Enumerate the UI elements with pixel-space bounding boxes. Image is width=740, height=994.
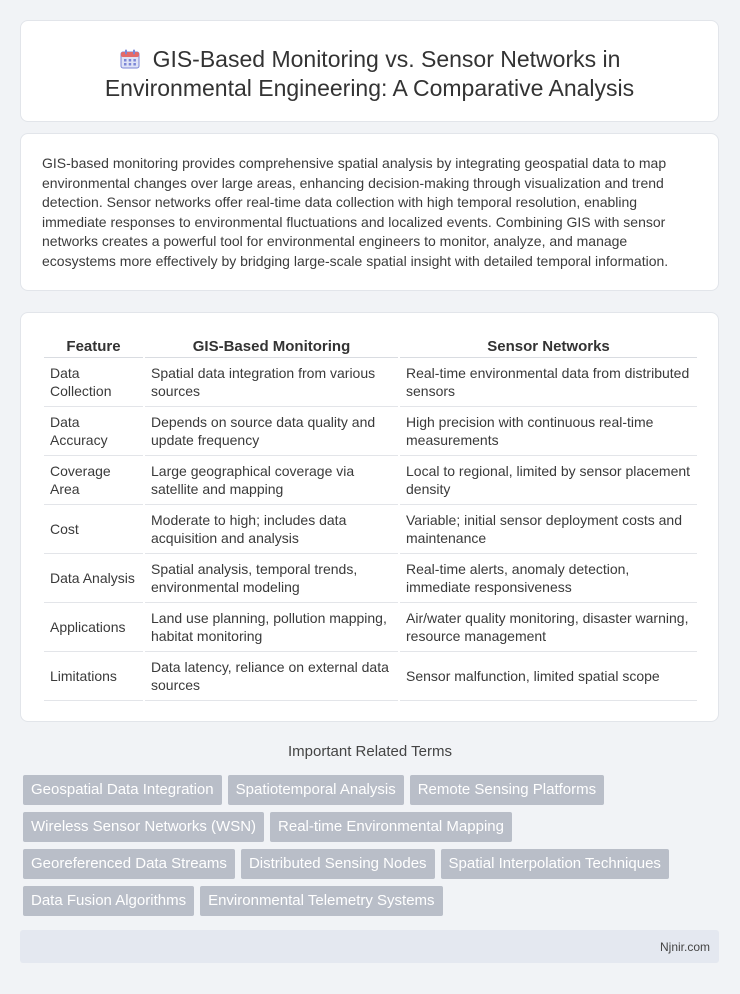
footer	[20, 930, 719, 963]
feature-cell: Data Collection	[44, 358, 143, 407]
gis-cell: Land use planning, pollution mapping, habitat monitoring	[145, 603, 398, 652]
table-header-row	[44, 333, 697, 358]
feature-cell: Applications	[44, 603, 143, 652]
related-terms-list	[23, 775, 723, 916]
comparison-table	[42, 333, 699, 701]
sensor-cell: Variable; initial sensor deployment costs and maintenance	[400, 505, 697, 554]
title-line-1: GIS-Based Monitoring vs. Sensor Networks in	[152, 46, 621, 72]
sensor-cell: Local to regional, limited by sensor placement density	[400, 456, 697, 505]
title-card	[20, 20, 719, 122]
header-gis: GIS-Based Monitoring	[145, 333, 398, 358]
table-row	[44, 652, 697, 701]
header-feature: Feature	[44, 333, 143, 358]
gis-cell: Spatial data integration from various sources	[145, 358, 398, 407]
sensor-cell: Real-time environmental data from distributed sensors	[400, 358, 697, 407]
footer-site-link[interactable]: Njnir.com	[659, 940, 710, 954]
term-tag[interactable]: Remote Sensing Platforms	[410, 775, 604, 805]
table-row	[44, 505, 697, 554]
term-tag[interactable]: Wireless Sensor Networks (WSN)	[23, 812, 264, 842]
feature-cell: Data Accuracy	[44, 407, 143, 456]
comparison-table-card	[20, 312, 719, 722]
header-sensor: Sensor Networks	[400, 333, 697, 358]
table-row	[44, 603, 697, 652]
term-tag[interactable]: Distributed Sensing Nodes	[241, 849, 435, 879]
sensor-cell: Sensor malfunction, limited spatial scope	[400, 652, 697, 701]
title-line-2: Environmental Engineering: A Comparative Analysis	[104, 75, 635, 101]
calendar-icon	[119, 48, 141, 70]
table-row	[44, 554, 697, 603]
intro-paragraph: GIS-based monitoring provides comprehensive spatial analysis by integrating geospatial data to map environmental changes over large areas, enhancing decision-making through visualization and trend detection. Sensor networks offer real-time data collection with high temporal resolution, enabling immediate responses to environmental fluctuations and localized events. Combining GIS with sensor networks creates a powerful tool for environmental engineers to monitor, analyze, and manage ecosystems more effectively by bridging large-scale spatial insight with detailed temporal information.	[42, 155, 669, 269]
term-tag[interactable]: Georeferenced Data Streams	[23, 849, 235, 879]
gis-cell: Moderate to high; includes data acquisition and analysis	[145, 505, 398, 554]
term-tag[interactable]: Data Fusion Algorithms	[23, 886, 194, 916]
table-row	[44, 358, 697, 407]
related-terms-heading: Important Related Terms	[288, 743, 452, 760]
feature-cell: Limitations	[44, 652, 143, 701]
table-row	[44, 407, 697, 456]
sensor-cell: Air/water quality monitoring, disaster warning, resource management	[400, 603, 697, 652]
term-tag[interactable]: Spatial Interpolation Techniques	[441, 849, 669, 879]
intro-card	[20, 133, 719, 291]
gis-cell: Large geographical coverage via satellite and mapping	[145, 456, 398, 505]
page-title	[41, 45, 698, 103]
gis-cell: Depends on source data quality and update frequency	[145, 407, 398, 456]
feature-cell: Data Analysis	[44, 554, 143, 603]
sensor-cell: Real-time alerts, anomaly detection, immediate responsiveness	[400, 554, 697, 603]
feature-cell: Coverage Area	[44, 456, 143, 505]
term-tag[interactable]: Spatiotemporal Analysis	[228, 775, 404, 805]
term-tag[interactable]: Real-time Environmental Mapping	[270, 812, 512, 842]
gis-cell: Data latency, reliance on external data sources	[145, 652, 398, 701]
feature-cell: Cost	[44, 505, 143, 554]
table-row	[44, 456, 697, 505]
gis-cell: Spatial analysis, temporal trends, environmental modeling	[145, 554, 398, 603]
term-tag[interactable]: Geospatial Data Integration	[23, 775, 222, 805]
term-tag[interactable]: Environmental Telemetry Systems	[200, 886, 442, 916]
sensor-cell: High precision with continuous real-time measurements	[400, 407, 697, 456]
